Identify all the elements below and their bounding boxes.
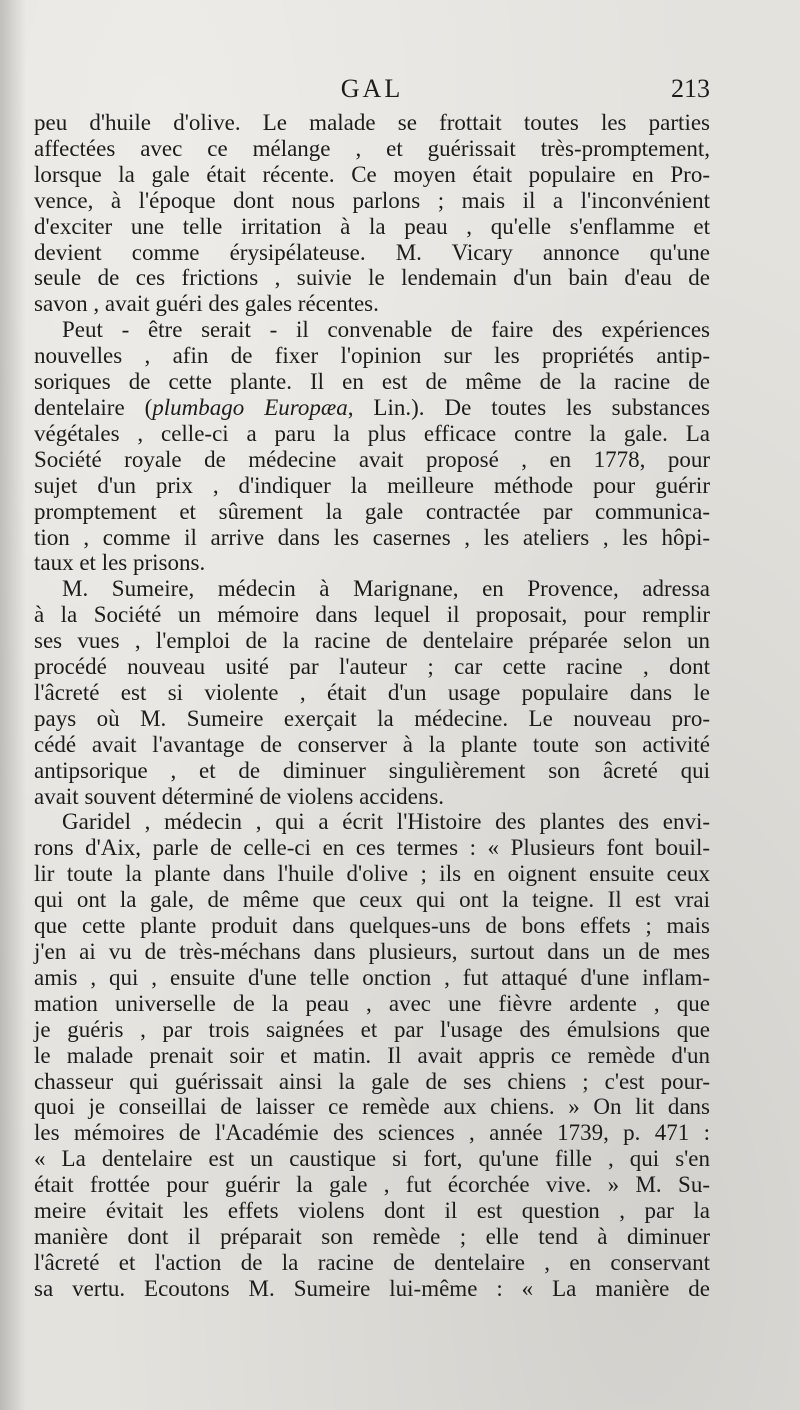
text-line: les mémoires de l'Académie des sciences , année 1739, p. 471 : [34,1120,710,1146]
text-line: était frottée pour guérir la gale , fut écorchée vive. » M. Su- [34,1172,710,1198]
text-line: savon , avait guéri des gales récentes. [34,291,379,317]
text-line: pays où M. Sumeire exerçait la médecine. Le nouveau pro- [34,705,710,731]
page-number: 213 [671,74,710,103]
text-line: manière dont il préparait son remède ; elle tend à diminuer [34,1223,710,1249]
text-line: Société royale de médecine avait proposé , en 1778, pour [34,446,710,472]
text-line: rons d'Aix, parle de celle-ci en ces termes : « Plusieurs font bouil- [34,835,710,861]
text-line: tion , comme il arrive dans les casernes , les ateliers , les hôpi- [34,524,710,550]
gutter-shadow [0,0,26,1410]
text-line: ses vues , l'emploi de la racine de dentelaire préparée selon un [34,628,710,654]
text-line: vence, à l'époque dont nous parlons ; mais il a l'inconvénient [34,187,710,213]
paragraph-2 [34,317,710,576]
text-line: cédé avait l'avantage de conserver à la plante toute son activité [34,731,710,757]
text-line: meire évitait les effets violens dont il est question , par la [34,1198,710,1224]
text-line: seule de ces frictions , suivie le lendemain d'un bain d'eau de [34,265,710,291]
text-line: j'en ai vu de très-méchans dans plusieurs, surtout dans un de mes [34,939,710,964]
text-line: lir toute la plante dans l'huile d'olive ; ils en oignent ensuite ceux [34,861,710,887]
paragraph-1 [34,110,710,317]
text-line: devient comme érysipélateuse. M. Vicary annonce qu'une [34,239,710,265]
text-line: peu d'huile d'olive. Le malade se frottait toutes les parties [34,110,710,135]
running-head [34,74,710,108]
text-line: nouvelles , afin de fixer l'opinion sur les propriétés antip- [34,343,710,369]
text-line: amis , qui , ensuite d'une telle onction , fut attaqué d'une inflam- [34,964,710,990]
text-line: dentelaire (plumbago Europæa, Lin.). De toutes les substances [34,394,710,420]
paragraph-3 [34,576,710,809]
text-line: sa vertu. Ecoutons M. Sumeire lui-même : « La manière de [34,1275,710,1301]
text-line: l'âcreté est si violente , était d'un usage populaire dans le [34,679,710,705]
paragraph-4 [34,809,710,1301]
text-line: promptement et sûrement la gale contractée par communica- [34,498,710,524]
text-line: affectées avec ce mélange , et guérissait très-promptement, [34,135,710,161]
text-line: d'exciter une telle irritation à la peau , qu'elle s'enflamme et [34,213,710,239]
text-line: taux et les prisons. [34,550,206,576]
text-line: le malade prenait soir et matin. Il avait appris ce remède d'un [34,1042,710,1068]
text-line: mation universelle de la peau , avec une fièvre ardente , que [34,990,710,1016]
text-line: quoi je conseillai de laisser ce remède aux chiens. » On lit dans [34,1094,710,1120]
botanical-name: plumbago Europæa [152,394,348,420]
text-line: végétales , celle-ci a paru la plus efficace contre la gale. La [34,420,710,446]
text-line: qui ont la gale, de même que ceux qui ont la teigne. Il est vrai [34,887,710,913]
text-line: l'âcreté et l'action de la racine de dentelaire , en conservant [34,1249,710,1275]
text-line: procédé nouveau usité par l'auteur ; car cette racine , dont [34,654,710,680]
running-head-title: GAL [340,74,404,103]
text-line: soriques de cette plante. Il en est de même de la racine de [34,369,710,395]
text-line: à la Société un mémoire dans lequel il proposait, pour remplir [34,602,710,628]
text-line: chasseur qui guérissait ainsi la gale de ses chiens ; c'est pour- [34,1068,710,1094]
body-text [34,110,710,1302]
text-line: sujet d'un prix , d'indiquer la meilleure méthode pour guérir [34,472,710,498]
text-line: « La dentelaire est un caustique si fort, qu'une fille , qui s'en [34,1146,710,1172]
text-line: Garidel , médecin , qui a écrit l'Histoire des plantes des envi- [62,809,710,835]
text-line: avait souvent déterminé de violens accidens. [34,783,445,809]
text-line: je guéris , par trois saignées et par l'usage des émulsions que [34,1016,710,1042]
text-line: lorsque la gale était récente. Ce moyen était populaire en Pro- [34,161,710,187]
text-line: que cette plante produit dans quelques-uns de bons effets ; mais [34,913,710,939]
text-line: antipsorique , et de diminuer singulièrement son âcreté qui [34,757,710,783]
text-line: M. Sumeire, médecin à Marignane, en Provence, adressa [62,576,710,602]
text-line: Peut - être serait - il convenable de faire des expériences [62,317,710,343]
